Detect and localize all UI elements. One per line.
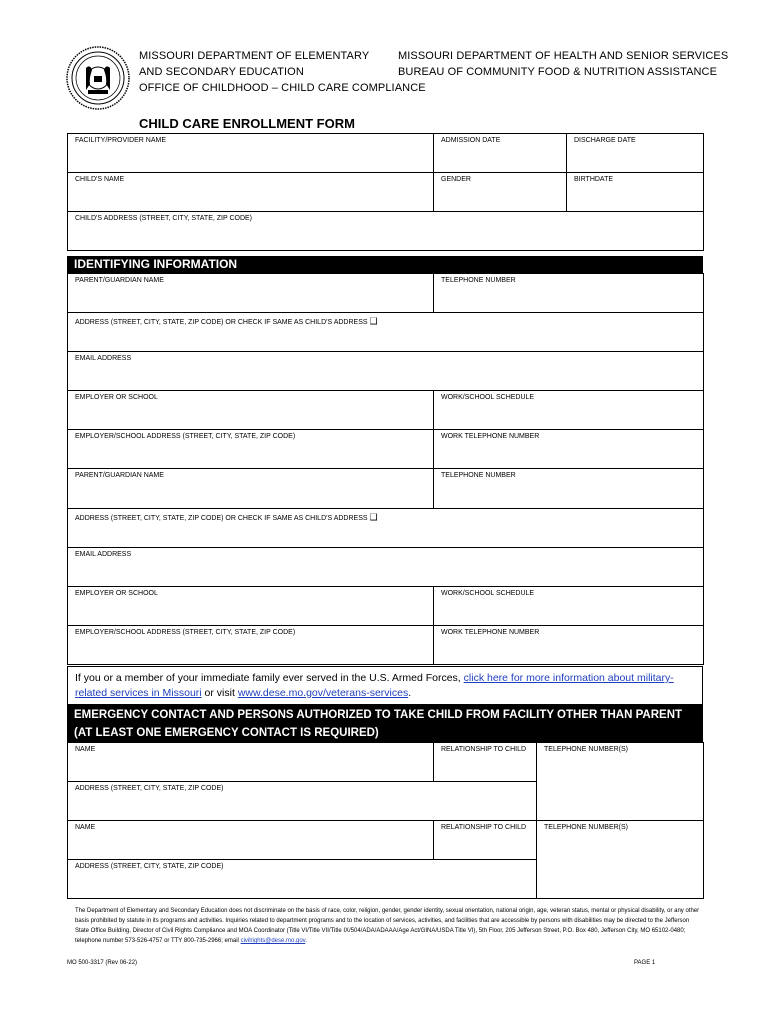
missouri-seal-logo <box>66 46 130 110</box>
parent2-employer-field[interactable] <box>68 587 434 626</box>
parent1-telephone-label: TELEPHONE NUMBER <box>441 277 516 284</box>
military-text-after: . <box>408 687 412 699</box>
admission-date-label: ADMISSION DATE <box>441 137 501 144</box>
contact2-telephones-label: TELEPHONE NUMBER(S) <box>544 824 629 831</box>
nondiscrimination-statement <box>75 906 700 946</box>
parent1-address-field[interactable] <box>68 313 704 352</box>
child-address-label: CHILD'S ADDRESS (STREET, CITY, STATE, ZIP CODE) <box>75 215 253 222</box>
child-name-label: CHILD'S NAME <box>75 176 125 183</box>
child-info-table <box>67 133 704 251</box>
gender-field[interactable] <box>434 173 567 212</box>
emergency-heading-line2: (AT LEAST ONE EMERGENCY CONTACT IS REQUIRED) <box>74 727 379 739</box>
military-text-before: If you or a member of your immediate family ever served in the U.S. Armed Forces, <box>75 672 464 684</box>
contact1-name-field[interactable] <box>68 743 434 782</box>
parent1-same-address-checkbox[interactable]: ❑ <box>369 316 378 326</box>
parent2-name-label: PARENT/GUARDIAN NAME <box>75 472 164 479</box>
parent2-address-field[interactable] <box>68 509 704 548</box>
header-right <box>398 48 728 80</box>
facility-name-label: FACILITY/PROVIDER NAME <box>75 137 167 144</box>
parent1-employer-address-label: EMPLOYER/SCHOOL ADDRESS (STREET, CITY, STATE, ZIP CODE) <box>75 433 296 440</box>
contact2-address-label: ADDRESS (STREET, CITY, STATE, ZIP CODE) <box>75 863 224 870</box>
contact2-relationship-label: RELATIONSHIP TO CHILD <box>441 824 527 831</box>
emergency-contact-table <box>67 742 704 899</box>
identifying-info-table <box>67 273 704 665</box>
contact1-relationship-field[interactable] <box>434 743 537 782</box>
parent2-employer-address-label: EMPLOYER/SCHOOL ADDRESS (STREET, CITY, STATE, ZIP CODE) <box>75 629 296 636</box>
form-title: CHILD CARE ENROLLMENT FORM <box>139 116 355 131</box>
military-text-mid: or visit <box>201 687 238 699</box>
parent1-schedule-field[interactable] <box>434 391 704 430</box>
military-services-link[interactable]: click here for more information about military-related services in Missouri <box>75 672 674 699</box>
parent1-email-label: EMAIL ADDRESS <box>75 355 132 362</box>
parent1-email-field[interactable] <box>68 352 704 391</box>
parent2-employer-label: EMPLOYER OR SCHOOL <box>75 590 158 597</box>
identifying-info-heading: IDENTIFYING INFORMATION <box>67 256 703 273</box>
nondiscrimination-text: The Department of Elementary and Secondary Education does not discriminate on the basis of race, color, religion, gender, gender identity, sexual orientation, national origin, age, veteran status, mental or physical disability, or any other basis prohibited by statute in its programs and activities. Inquiries related to department programs and to the location of services, activities, and facilities that are accessible by persons with disabilities may be directed to the Jefferson State Office Building, Director of Civil Rights Compliance and MOA Coordinator (Title VI/Title VII/Title IX/504/ADA/ADAAA/Age Act/GINA/USDA Title VI), 5th Floor, 205 Jefferson Street, P.O. Box 480, Jefferson City, MO 65102-0480; telephone number 573-526-4757 or TTY 800-735-2966; email <box>75 908 700 944</box>
contact2-address-field[interactable] <box>68 860 537 899</box>
page-number: PAGE 1 <box>634 960 656 966</box>
contact1-relationship-label: RELATIONSHIP TO CHILD <box>441 746 527 753</box>
discharge-date-field[interactable] <box>567 134 704 173</box>
child-name-field[interactable] <box>68 173 434 212</box>
parent2-telephone-label: TELEPHONE NUMBER <box>441 472 516 479</box>
parent1-employer-field[interactable] <box>68 391 434 430</box>
contact1-address-label: ADDRESS (STREET, CITY, STATE, ZIP CODE) <box>75 785 224 792</box>
form-number: MO 500-3317 (Rev 06-22) <box>67 960 138 966</box>
emergency-heading-line1: EMERGENCY CONTACT AND PERSONS AUTHORIZED TO TAKE CHILD FROM FACILITY OTHER THAN PARENT <box>74 709 683 721</box>
admission-date-field[interactable] <box>434 134 567 173</box>
parent1-address-label: ADDRESS (STREET, CITY, STATE, ZIP CODE) OR CHECK IF SAME AS CHILD'S ADDRESS <box>75 319 368 326</box>
contact2-name-label: NAME <box>75 824 96 831</box>
parent2-work-phone-label: WORK TELEPHONE NUMBER <box>441 629 540 636</box>
contact1-name-label: NAME <box>75 746 96 753</box>
contact2-name-field[interactable] <box>68 821 434 860</box>
discharge-date-label: DISCHARGE DATE <box>574 137 636 144</box>
parent1-work-phone-label: WORK TELEPHONE NUMBER <box>441 433 540 440</box>
contact2-relationship-field[interactable] <box>434 821 537 860</box>
parent2-same-address-checkbox[interactable]: ❑ <box>369 512 378 522</box>
parent1-name-label: PARENT/GUARDIAN NAME <box>75 277 164 284</box>
emergency-contact-heading <box>67 704 703 742</box>
contact2-telephones-field[interactable] <box>537 821 704 899</box>
contact1-address-field[interactable] <box>68 782 537 821</box>
header-left <box>139 48 426 96</box>
header-left-line1: MISSOURI DEPARTMENT OF ELEMENTARY <box>139 50 370 62</box>
parent2-telephone-field[interactable] <box>434 469 704 509</box>
child-address-field[interactable] <box>68 212 704 251</box>
birthdate-label: BIRTHDATE <box>574 176 614 183</box>
military-services-notice <box>67 666 703 704</box>
header-right-line1: MISSOURI DEPARTMENT OF HEALTH AND SENIOR SERVICES <box>398 50 729 62</box>
parent2-schedule-field[interactable] <box>434 587 704 626</box>
header-left-line3: OFFICE OF CHILDHOOD – CHILD CARE COMPLIANCE <box>139 82 426 94</box>
parent2-work-phone-field[interactable] <box>434 626 704 665</box>
veterans-services-link[interactable]: www.dese.mo.gov/veterans-services <box>237 687 409 699</box>
parent2-email-field[interactable] <box>68 548 704 587</box>
parent1-employer-label: EMPLOYER OR SCHOOL <box>75 394 158 401</box>
parent2-name-field[interactable] <box>68 469 434 509</box>
nondiscrimination-end: . <box>305 938 307 944</box>
parent1-employer-address-field[interactable] <box>68 430 434 469</box>
contact1-telephones-field[interactable] <box>537 743 704 821</box>
parent1-work-phone-field[interactable] <box>434 430 704 469</box>
header-left-line2: AND SECONDARY EDUCATION <box>139 66 304 78</box>
parent2-email-label: EMAIL ADDRESS <box>75 551 132 558</box>
parent1-schedule-label: WORK/SCHOOL SCHEDULE <box>441 394 535 401</box>
birthdate-field[interactable] <box>567 173 704 212</box>
parent1-telephone-field[interactable] <box>434 274 704 313</box>
parent2-address-label: ADDRESS (STREET, CITY, STATE, ZIP CODE) OR CHECK IF SAME AS CHILD'S ADDRESS <box>75 515 368 522</box>
parent2-schedule-label: WORK/SCHOOL SCHEDULE <box>441 590 535 597</box>
parent1-name-field[interactable] <box>68 274 434 313</box>
gender-label: GENDER <box>441 176 471 183</box>
header-right-line2: BUREAU OF COMMUNITY FOOD & NUTRITION ASSISTANCE <box>398 66 718 78</box>
civil-rights-email-link[interactable]: civilrights@dese.mo.gov <box>240 938 306 944</box>
contact1-telephones-label: TELEPHONE NUMBER(S) <box>544 746 629 753</box>
parent2-employer-address-field[interactable] <box>68 626 434 665</box>
facility-name-field[interactable] <box>68 134 434 173</box>
